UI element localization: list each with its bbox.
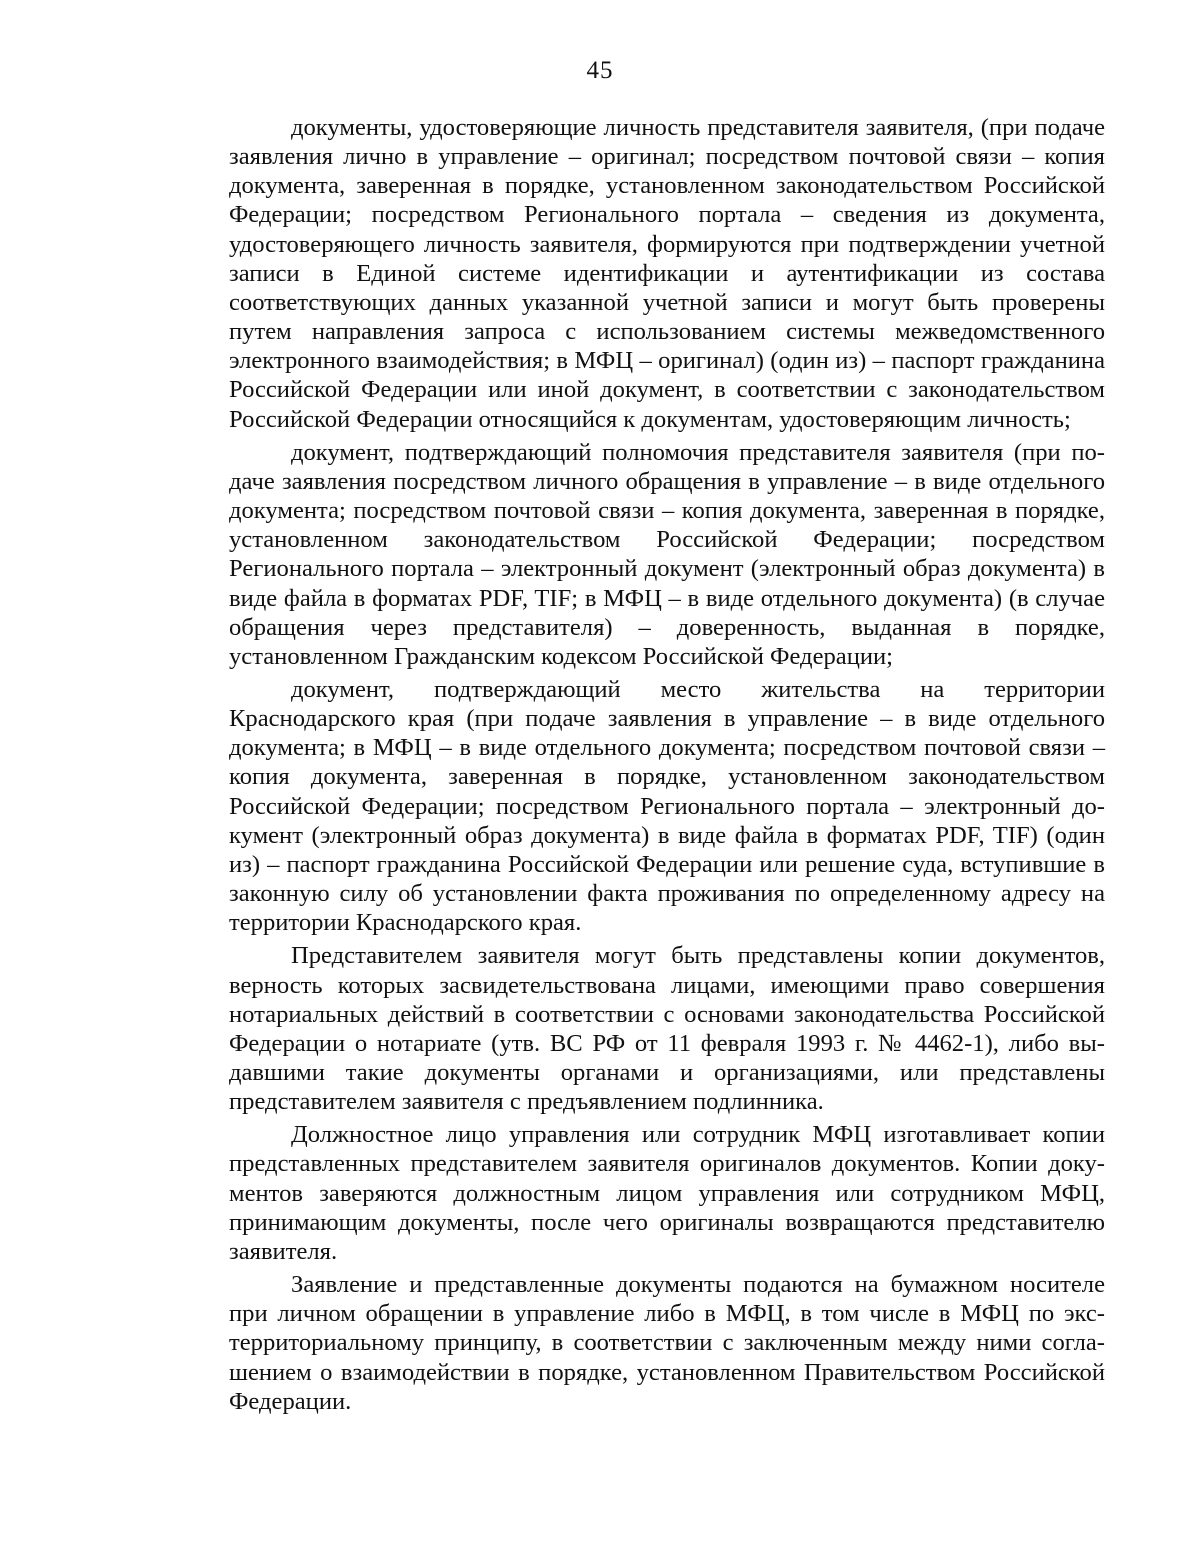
- paragraph-copy-production: Должностное лицо управления или сотрудник МФЦ изготавливает копии представленных представителем заявителя оригиналов документов. Копии документов заверяются должностным лицом управления или сотрудником МФЦ, принимающим документы, после чего оригиналы возвращаются представителю заявителя.: [229, 1121, 1105, 1265]
- paragraph-residence-document: документ, подтверждающий место жительства на территории Краснодарского края (при подаче заявления в управление – в виде отдельного документа; в МФЦ – в виде отдельного документа; посредством почтовой связи – копия документа, заверенная в порядке, установленном законодательством Российской Федерации; посредством Регионального портала – электронный документ (электронный образ документа) в виде файла в форматах PDF, TIF) (один из) – паспорт гражданина Российской Федерации или решение суда, вступившие в законную силу об установлении факта проживания по определенному адресу на территории Краснодарского края.: [229, 675, 1105, 937]
- page-number: 45: [586, 57, 614, 84]
- paragraph-paper-submission: Заявление и представленные документы подаются на бумажном носителе при личном обращении в управление либо в МФЦ, в том числе в МФЦ по экстерриториальному принципу, в соответствии с заключенным между ними соглашением о взаимодействии в порядке, установленном Правительством Российской Федерации.: [229, 1271, 1105, 1415]
- document-body: [229, 113, 1105, 1420]
- paragraph-representative-identity-documents: документы, удостоверяющие личность представителя заявителя, (при подаче заявления лично в управление – оригинал; посредством почтовой связи – копия документа, заверенная в порядке, установленном законодательством Российской Федерации; посредством Регионального портала – сведения из документа, удостоверяющего личность заявителя, формируются при подтверждении учетной записи в Единой системе идентификации и аутентификации из состава соответствующих данных указанной учетной записи и могут быть проверены путем направления запроса с использованием системы межведомственного электронного взаимодействия; в МФЦ – оригинал) (один из) – паспорт гражданина Российской Федерации или иной документ, в соответствии с законодательством Российской Федерации относящийся к документам, удостоверяющим личность;: [229, 114, 1105, 433]
- paragraph-certified-copies: Представителем заявителя могут быть представлены копии документов, верность которых засвидетельствована лицами, имеющими право совершения нотариальных действий в соответствии с основами законодательства Российской Федерации о нотариате (утв. ВС РФ от 11 февраля 1993 г. № 4462-1), либо выдавшими такие документы органами и организациями, или представлены представителем заявителя с предъявлением подлинника.: [229, 942, 1105, 1116]
- paragraph-authority-document: документ, подтверждающий полномочия представителя заявителя (при подаче заявления посредством личного обращения в управление – в виде отдельного документа; посредством почтовой связи – копия документа, заверенная в порядке, установленном законодательством Российской Федерации; посредством Регионального портала – электронный документ (электронный образ документа) в виде файла в форматах PDF, TIF; в МФЦ – в виде отдельного документа) (в случае обращения через представителя) – доверенность, выданная в порядке, установленном Гражданским кодексом Российской Федерации;: [229, 438, 1105, 670]
